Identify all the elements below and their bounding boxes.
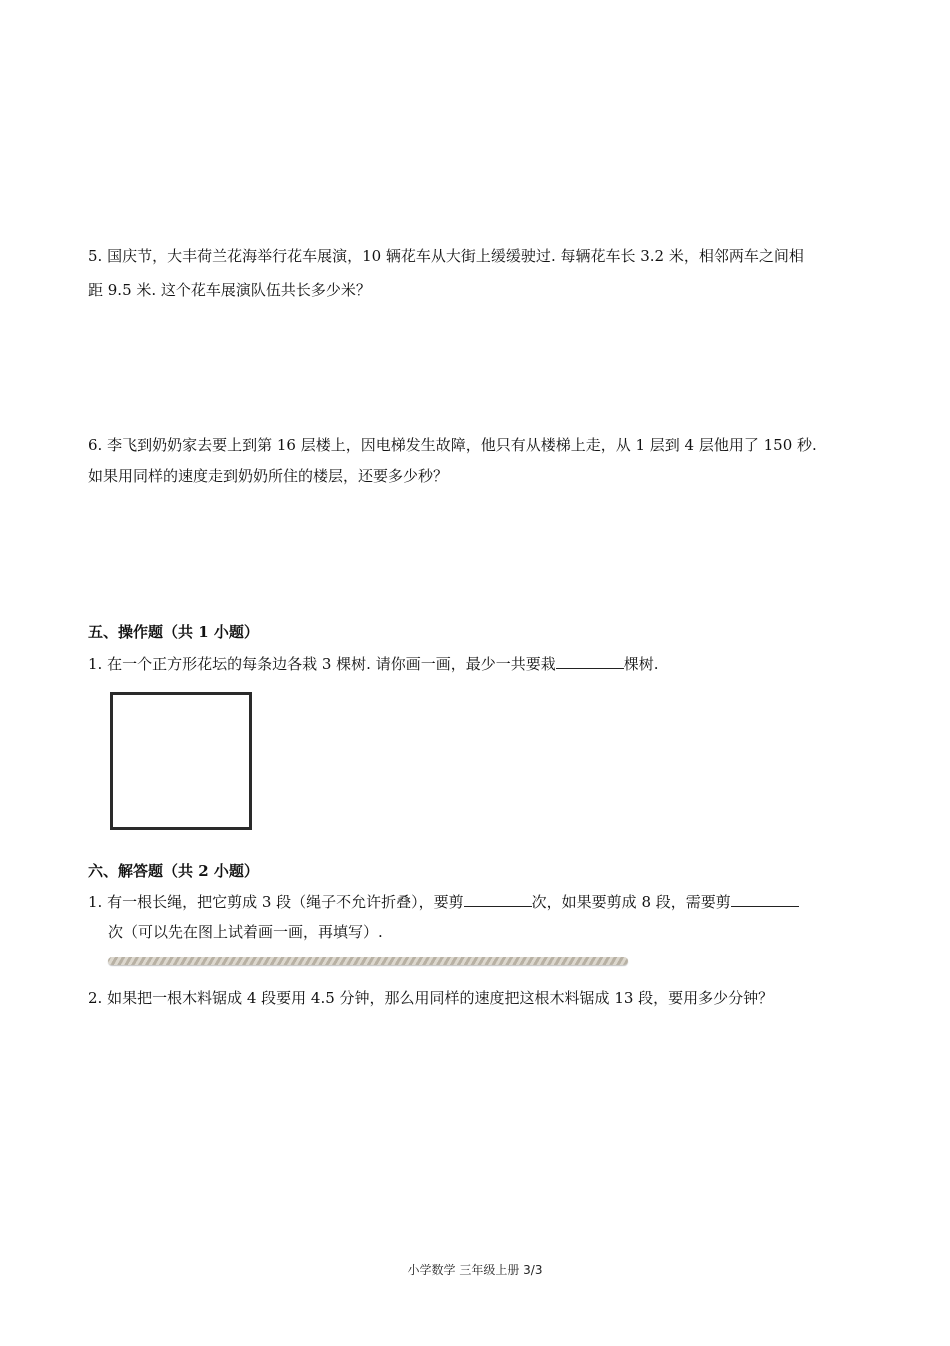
- question-5-line-2: 距 9.5 米. 这个花车展演队伍共长多少米？: [88, 281, 371, 299]
- section-6-question-1-text-1: 1. 有一根长绳，把它剪成 3 段（绳子不允许折叠），要剪: [88, 893, 464, 911]
- section-6-question-1-line-2: 次（可以先在图上试着画一画，再填写）.: [108, 923, 383, 941]
- section-5-question-1: [88, 654, 658, 674]
- section-5-question-1-suffix: 棵树.: [623, 655, 659, 673]
- section-5-heading: 五、操作题（共 1 小题）: [88, 623, 259, 641]
- question-5-line-1: 5. 国庆节，大丰荷兰花海举行花车展演，10 辆花车从大街上缓缓驶过. 每辆花车长 3.2 米，相邻两车之间相: [88, 247, 804, 265]
- square-flowerbed-diagram: [110, 692, 252, 830]
- question-6-line-1: 6. 李飞到奶奶家去要上到第 16 层楼上，因电梯发生故障，他只有从楼梯上走，从 1 层到 4 层他用了 150 秒.: [88, 436, 817, 454]
- question-6-line-2: 如果用同样的速度走到奶奶所住的楼层，还要多少秒？: [88, 467, 449, 485]
- page-footer: 小学数学 三年级上册 3/3: [407, 1263, 543, 1277]
- answer-blank-1[interactable]: [464, 892, 532, 907]
- rope-image: [108, 957, 628, 965]
- answer-blank-2[interactable]: [731, 892, 799, 907]
- section-6-question-1-text-2: 次，如果要剪成 8 段，需要剪: [531, 893, 731, 911]
- section-6-heading: 六、解答题（共 2 小题）: [88, 862, 259, 880]
- answer-blank[interactable]: [556, 654, 624, 669]
- section-5-question-1-text: 1. 在一个正方形花坛的每条边各栽 3 棵树. 请你画一画，最少一共要栽: [88, 655, 556, 673]
- section-6-question-2: 2. 如果把一根木料锯成 4 段要用 4.5 分钟，那么用同样的速度把这根木料锯成 13 段，要用多少分钟？: [88, 989, 774, 1007]
- section-6-question-1-line-1: [88, 892, 799, 912]
